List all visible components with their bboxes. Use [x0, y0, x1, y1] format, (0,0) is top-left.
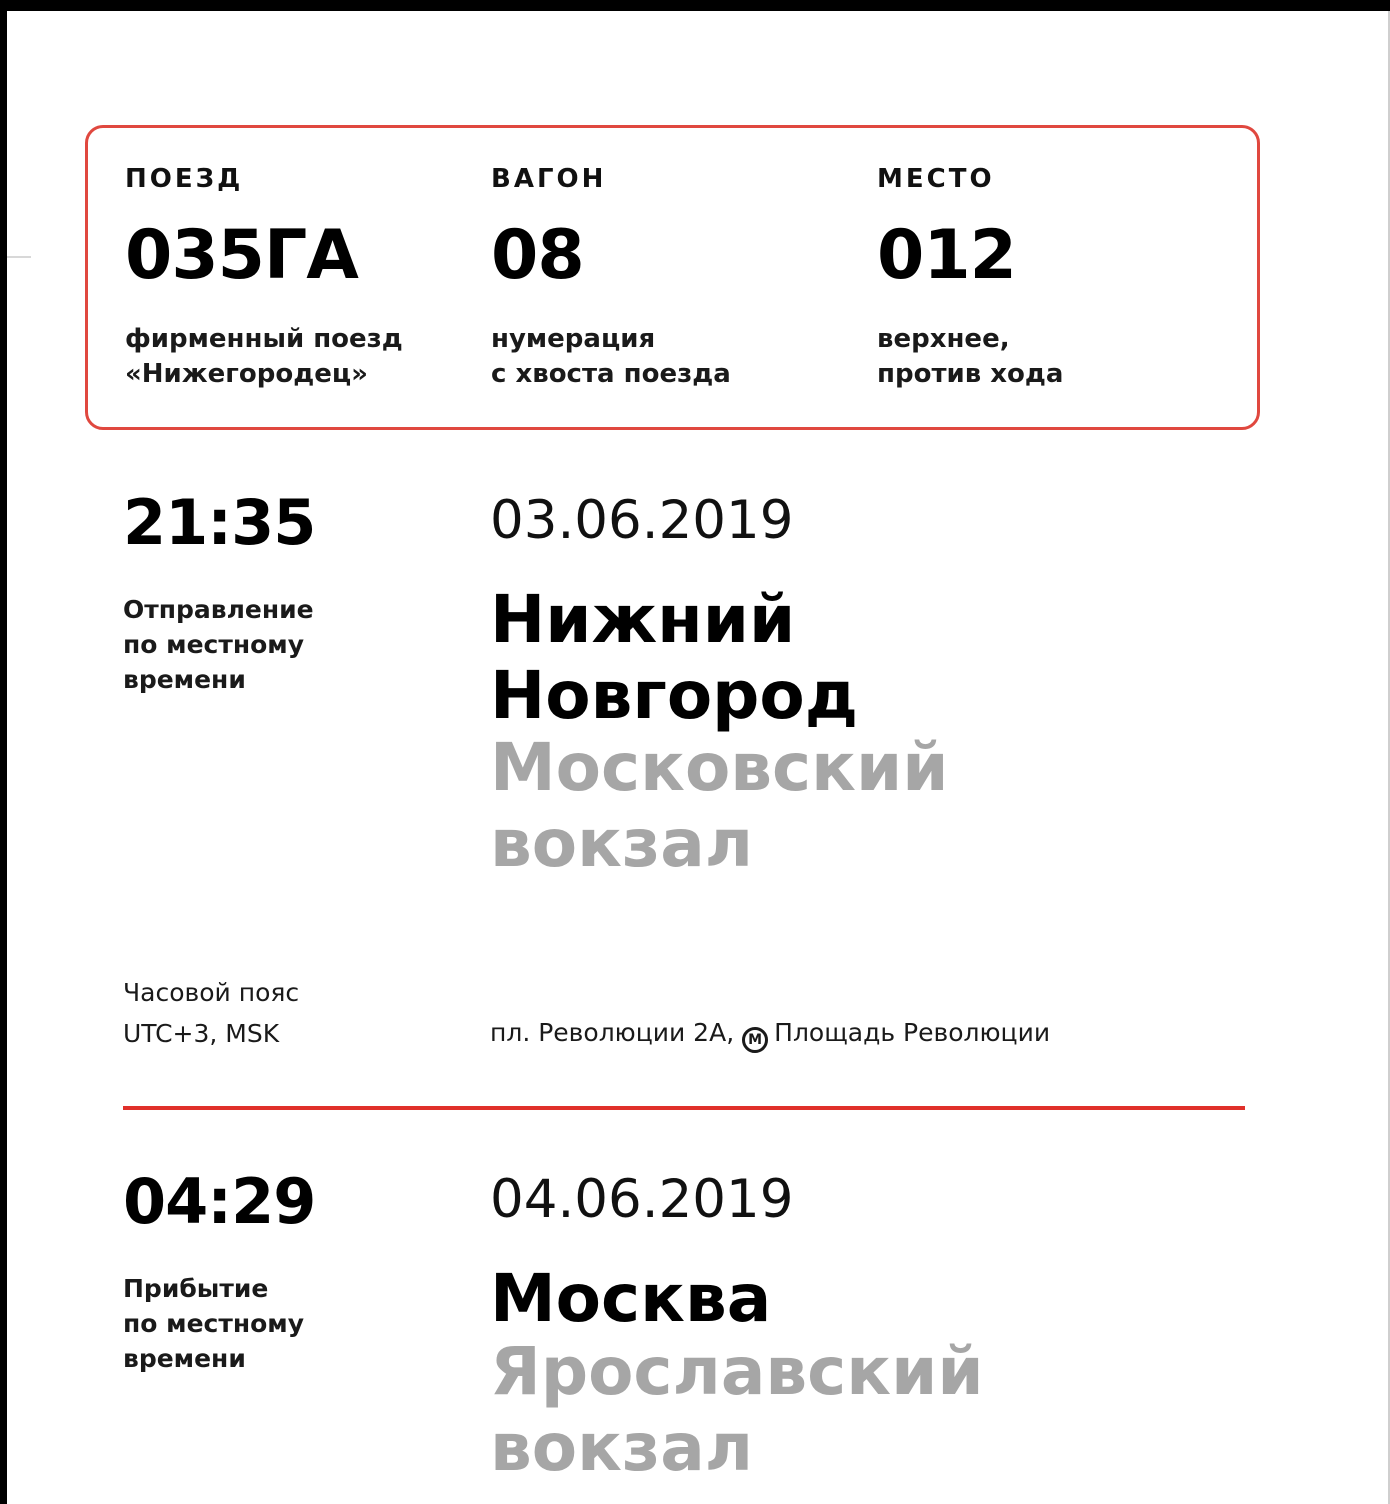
timezone-line: Часовой пояс [123, 978, 300, 1007]
arrival-station-line: вокзал [490, 1409, 754, 1486]
departure-city-line: Нижний [490, 581, 796, 658]
train-note-line: фирменный поезд [125, 324, 403, 354]
seat-note [877, 322, 1063, 392]
seat-label: МЕСТО [877, 164, 995, 194]
departure-note-line: Отправление [123, 595, 314, 624]
station-address [490, 1015, 1050, 1053]
car-note-line: с хвоста поезда [491, 359, 731, 389]
departure-station [490, 730, 948, 882]
car-label: ВАГОН [491, 164, 607, 194]
car-note-line: нумерация [491, 324, 656, 354]
edge-tick-mark [7, 256, 31, 258]
car-number: 08 [491, 216, 584, 295]
timezone-line: UTC+3, MSK [123, 1019, 280, 1048]
seat-number: 012 [877, 216, 1016, 295]
train-note [125, 322, 403, 392]
arrival-city: Москва [490, 1260, 772, 1337]
arrival-station [490, 1334, 984, 1486]
seat-note-line: верхнее, [877, 324, 1010, 354]
arrival-time: 04:29 [123, 1165, 316, 1238]
left-frame-bar [0, 0, 7, 1504]
top-frame-bar [0, 0, 1390, 11]
departure-city [490, 582, 858, 734]
departure-time-note [123, 592, 314, 697]
car-note [491, 322, 731, 392]
arrival-note-line: по местному [123, 1309, 305, 1338]
train-note-line: «Нижегородец» [125, 359, 368, 389]
departure-time: 21:35 [123, 486, 316, 559]
address-text: пл. Революции 2А, [490, 1018, 735, 1047]
arrival-note-line: Прибытие [123, 1274, 269, 1303]
departure-note-line: времени [123, 665, 246, 694]
arrival-time-note [123, 1271, 304, 1376]
train-number: 035ГА [125, 216, 358, 295]
metro-icon: М [742, 1027, 768, 1053]
arrival-note-line: времени [123, 1344, 246, 1373]
seat-note-line: против хода [877, 359, 1064, 389]
ticket-info-card [85, 125, 1260, 430]
train-label: ПОЕЗД [125, 164, 244, 194]
departure-station-line: вокзал [490, 805, 754, 882]
segment-divider [123, 1106, 1245, 1110]
timezone-info [123, 972, 299, 1054]
departure-station-line: Московский [490, 729, 949, 806]
departure-date: 03.06.2019 [490, 490, 794, 551]
departure-note-line: по местному [123, 630, 305, 659]
arrival-date: 04.06.2019 [490, 1169, 794, 1230]
arrival-station-line: Ярославский [490, 1333, 984, 1410]
metro-station-name: Площадь Революции [774, 1018, 1051, 1047]
departure-city-line: Новгород [490, 657, 859, 734]
